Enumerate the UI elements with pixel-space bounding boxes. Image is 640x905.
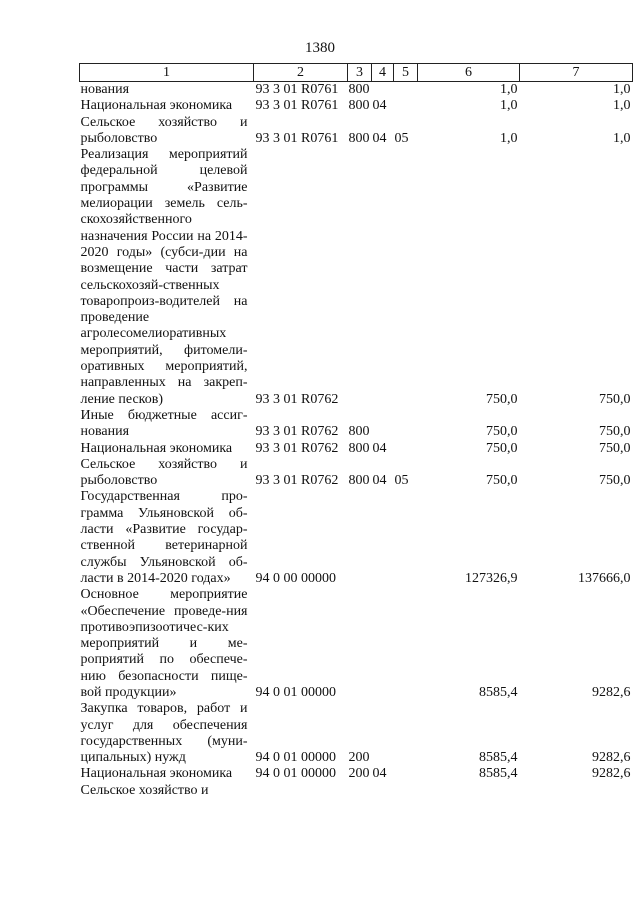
row-value-6: 750,0 (486, 473, 518, 489)
row-name: Основное мероприятие «Обеспечение проведе-ния противоэпизоотичес-ких мероприятий и ме-роприятий по обеспече-нию безопасности пище-вой продукции» (80, 587, 248, 700)
row-code: 93 3 01 R0762 (255, 473, 339, 489)
row-name: Национальная экономика (80, 766, 233, 782)
row-value-6: 127326,9 (465, 570, 518, 586)
col-header: 1 (80, 64, 254, 82)
table-row (80, 766, 633, 782)
row-name: Национальная экономика (80, 440, 233, 456)
row-code: 93 3 01 R0761 (255, 130, 339, 146)
row-c3: 800 (348, 130, 370, 146)
table-row (80, 489, 633, 587)
col-header: 3 (348, 64, 372, 82)
col-header: 2 (254, 64, 348, 82)
row-c4 (372, 701, 394, 766)
table-row (80, 457, 633, 490)
row-code: 94 0 00 00000 (255, 570, 336, 586)
row-c4: 04 (372, 473, 387, 489)
row-value-6: 1,0 (500, 130, 518, 146)
row-c3: 200 (348, 766, 370, 782)
row-name: Реализация мероприятий федеральной целевой программы «Развитие мелиорации земель сель-скохозяйственного назначения России на 2014-2020 годы» (субси-дии на возмещение части затрат сельскохозяй-ственных товаропроиз-водителей на проведение агролесомелиоративных мероприятий, фитомели-оративных мероприятий, направленных на закреп-ление песков) (80, 147, 248, 407)
table-row (80, 82, 633, 99)
row-c5 (394, 766, 418, 782)
row-value-7: 750,0 (599, 391, 631, 407)
col-header: 7 (520, 64, 633, 82)
row-value-7: 9282,6 (592, 750, 631, 766)
row-code: 93 3 01 R0761 (255, 82, 339, 97)
table-row (80, 115, 633, 148)
row-c3 (348, 783, 372, 799)
table-row (80, 441, 633, 457)
row-name: Сельское хозяйство и рыболовство (80, 456, 248, 489)
row-value-7: 1,0 (613, 82, 631, 97)
row-c4: 04 (372, 766, 387, 782)
table-row (80, 147, 633, 408)
row-name: Иные бюджетные ассиг-нования (80, 407, 248, 440)
row-c3: 800 (348, 424, 370, 440)
row-value-6: 750,0 (486, 391, 518, 407)
row-value-6 (418, 783, 520, 799)
row-name: Закупка товаров, работ и услуг для обеспечения государственных (муни-ципальных) нужд (80, 701, 248, 766)
row-code: 93 3 01 R0762 (255, 440, 339, 456)
row-c3 (348, 489, 372, 587)
col-header: 4 (372, 64, 394, 82)
page-number: 1380 (305, 40, 335, 56)
table-row (80, 783, 633, 799)
row-c5 (394, 783, 418, 799)
row-value-6: 8585,4 (479, 766, 518, 782)
row-value-6: 1,0 (500, 82, 518, 97)
row-name: Государственная про-грамма Ульяновской об-ласти «Развитие государ-ственной ветеринарной службы Ульяновской об-ласти в 2014-2020 годах» (80, 489, 248, 586)
row-c4 (372, 783, 394, 799)
row-value-6: 8585,4 (479, 684, 518, 700)
row-c5 (394, 489, 418, 587)
col-header: 6 (418, 64, 520, 82)
row-c5 (394, 587, 418, 701)
table-row (80, 587, 633, 701)
row-value-7 (520, 783, 633, 799)
row-value-6: 8585,4 (479, 750, 518, 766)
row-code (254, 783, 348, 799)
row-c3: 200 (348, 750, 370, 766)
row-code: 93 3 01 R0762 (255, 424, 339, 440)
row-c5: 05 (394, 473, 409, 489)
row-c3 (348, 587, 372, 701)
row-c3: 800 (348, 82, 370, 97)
row-value-6: 1,0 (500, 98, 518, 114)
row-value-7: 9282,6 (592, 766, 631, 782)
row-c4 (372, 82, 394, 99)
row-value-6: 750,0 (486, 440, 518, 456)
row-c4: 04 (372, 440, 387, 456)
row-value-7: 750,0 (599, 424, 631, 440)
row-value-7: 137666,0 (578, 570, 631, 586)
row-c4 (372, 147, 394, 408)
header-row (80, 64, 633, 82)
row-c5 (394, 701, 418, 766)
row-c4 (372, 408, 394, 441)
row-code: 93 3 01 R0762 (255, 391, 339, 407)
row-c5: 05 (394, 130, 409, 146)
row-name: Национальная экономика (80, 98, 233, 114)
row-c3: 800 (348, 440, 370, 456)
row-code: 93 3 01 R0761 (255, 98, 339, 114)
row-c3: 800 (348, 473, 370, 489)
row-value-7: 750,0 (599, 440, 631, 456)
table-row (80, 701, 633, 766)
row-name: Сельское хозяйство и (80, 782, 209, 798)
row-c5 (394, 147, 418, 408)
col-header: 5 (394, 64, 418, 82)
row-name: нования (80, 82, 130, 97)
row-name: Сельское хозяйство и рыболовство (80, 114, 248, 146)
row-c3: 800 (348, 98, 370, 114)
row-code: 94 0 01 00000 (255, 684, 336, 700)
row-c4 (372, 587, 394, 701)
row-c4 (372, 489, 394, 587)
table-row (80, 408, 633, 441)
budget-table (79, 63, 633, 799)
row-c3 (348, 147, 372, 408)
row-value-7: 750,0 (599, 473, 631, 489)
row-c5 (394, 441, 418, 457)
row-value-7: 9282,6 (592, 684, 631, 700)
table-row (80, 98, 633, 114)
row-c5 (394, 98, 418, 114)
row-code: 94 0 01 00000 (255, 766, 336, 782)
row-value-7: 1,0 (613, 130, 631, 146)
row-c4: 04 (372, 98, 387, 114)
row-c5 (394, 82, 418, 99)
row-code: 94 0 01 00000 (255, 750, 336, 766)
row-value-6: 750,0 (486, 424, 518, 440)
row-value-7: 1,0 (613, 98, 631, 114)
row-c5 (394, 408, 418, 441)
row-c4: 04 (372, 130, 387, 146)
